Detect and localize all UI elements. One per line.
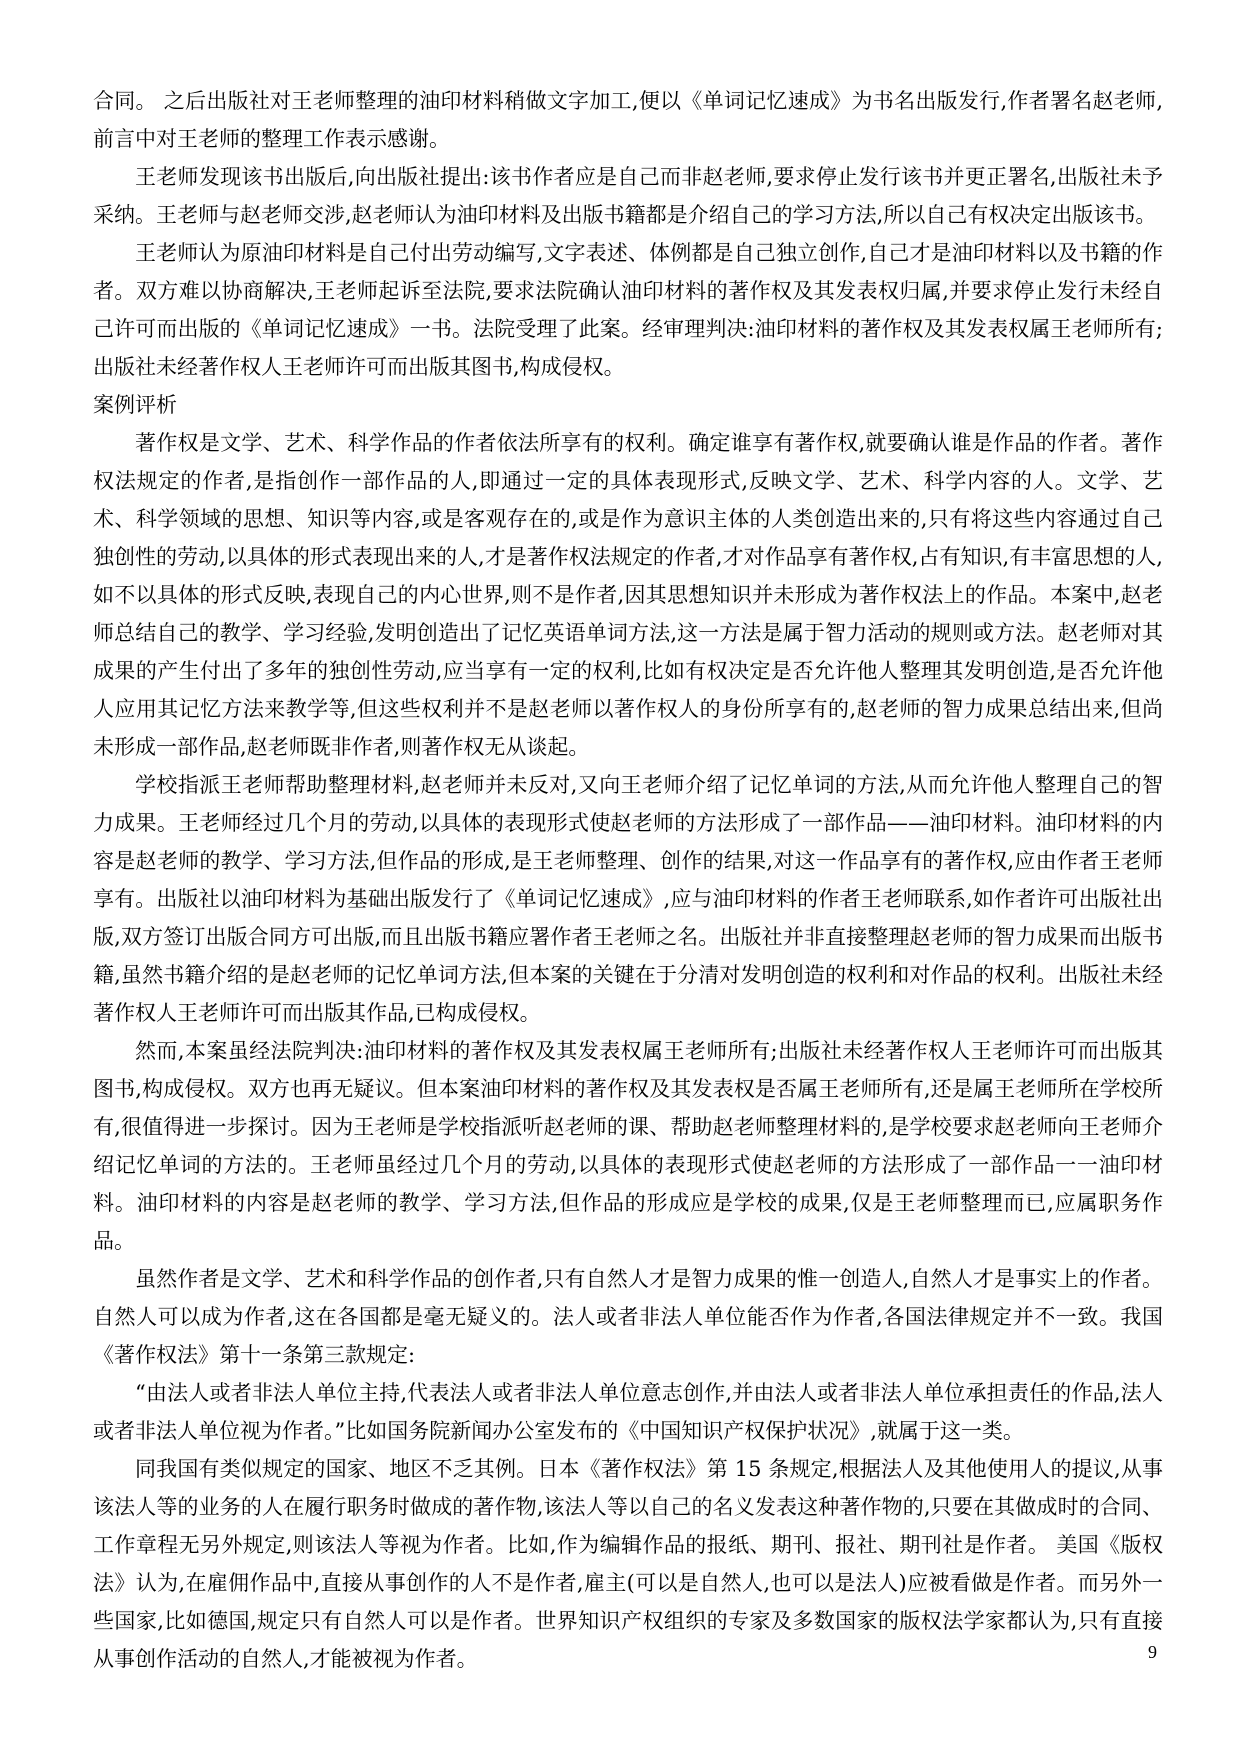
paragraph-wang-request: 王老师发现该书出版后,向出版社提出:该书作者应是自己而非赵老师,要求停止发行该书并更正署名,出版社未予采纳。王老师与赵老师交涉,赵老师认为油印材料及出版书籍都是介绍自己的学习方法,所以自己有权决定出版该书。 bbox=[93, 165, 1163, 227]
page-number: 9 bbox=[1148, 1642, 1157, 1662]
paragraph-further-discussion: 然而,本案虽经法院判决:油印材料的著作权及其发表权属王老师所有;出版社未经著作权人王老师许可而出版其图书,构成侵权。双方也再无疑议。但本案油印材料的著作权及其发表权是否属王老师所有,还是属王老师所在学校所有,很值得进一步探讨。因为王老师是学校指派听赵老师的课、帮助赵老师整理材料的,是学校要求赵老师向王老师介绍记忆单词的方法的。王老师虽经过几个月的劳动,以具体的表现形式使赵老师的方法形成了一部作品一一油印材料。油印材料的内容是赵老师的教学、学习方法,但作品的形成应是学校的成果,仅是王老师整理而已,应属职务作品。 bbox=[93, 1039, 1163, 1253]
paragraph-law-quote: “由法人或者非法人单位主持,代表法人或者非法人单位意志创作,并由法人或者非法人单位承担责任的作品,法人或者非法人单位视为作者。”比如国务院新闻办公室发布的《中国知识产权保护状况》,就属于这一类。 bbox=[93, 1381, 1163, 1443]
paragraph-publication: 合同。 之后出版社对王老师整理的油印材料稍做文字加工,便以《单词记忆速成》为书名出版发行,作者署名赵老师,前言中对王老师的整理工作表示感谢。 bbox=[93, 89, 1163, 151]
section-heading: 案例评析 bbox=[93, 393, 177, 417]
paragraph-school-assignment: 学校指派王老师帮助整理材料,赵老师并未反对,又向王老师介绍了记忆单词的方法,从而允许他人整理自己的智力成果。王老师经过几个月的劳动,以具体的表现形式使赵老师的方法形成了一部作品——油印材料。油印材料的内容是赵老师的教学、学习方法,但作品的形成,是王老师整理、创作的结果,对这一作品享有的著作权,应由作者王老师享有。出版社以油印材料为基础出版发行了《单词记忆速成》,应与油印材料的作者王老师联系,如作者许可出版社出版,双方签订出版合同方可出版,而且出版书籍应署作者王老师之名。出版社并非直接整理赵老师的智力成果而出版书籍,虽然书籍介绍的是赵老师的记忆单词方法,但本案的关键在于分清对发明创造的权利和对作品的权利。出版社未经著作权人王老师许可而出版其作品,已构成侵权。 bbox=[93, 773, 1163, 1025]
paragraph-court-ruling: 王老师认为原油印材料是自己付出劳动编写,文字表述、体例都是自己独立创作,自己才是油印材料以及书籍的作者。双方难以协商解决,王老师起诉至法院,要求法院确认油印材料的著作权及其发表权归属,并要求停止发行未经自己许可而出版的《单词记忆速成》一书。法院受理了此案。经审理判决:油印材料的著作权及其发表权属王老师所有;出版社未经著作权人王老师许可而出版其图书,构成侵权。 bbox=[93, 241, 1163, 379]
paragraph-author-definition: 虽然作者是文学、艺术和科学作品的创作者,只有自然人才是智力成果的惟一创造人,自然人才是事实上的作者。自然人可以成为作者,这在各国都是毫无疑义的。法人或者非法人单位能否作为作者,各国法律规定并不一致。我国《著作权法》第十一条第三款规定: bbox=[93, 1267, 1163, 1367]
paragraph-foreign-laws: 同我国有类似规定的国家、地区不乏其例。日本《著作权法》第 15 条规定,根据法人及其他使用人的提议,从事该法人等的业务的人在履行职务时做成的著作物,该法人等以自己的名义发表这种著作物的,只要在其做成时的合同、工作章程无另外规定,则该法人等视为作者。比如,作为编辑作品的报纸、期刊、报社、期刊社是作者。 美国《版权法》认为,在雇佣作品中,直接从事创作的人不是作者,雇主(可以是自然人,也可以是法人)应被看做是作者。而另外一些国家,比如德国,规定只有自然人可以是作者。世界知识产权组织的专家及多数国家的版权法学家都认为,只有直接从事创作活动的自然人,才能被视为作者。 bbox=[93, 1457, 1163, 1671]
paragraph-copyright-definition: 著作权是文学、艺术、科学作品的作者依法所享有的权利。确定谁享有著作权,就要确认谁是作品的作者。著作权法规定的作者,是指创作一部作品的人,即通过一定的具体表现形式,反映文学、艺术、科学内容的人。文学、艺术、科学领域的思想、知识等内容,或是客观存在的,或是作为意识主体的人类创造出来的,只有将这些内容通过自己独创性的劳动,以具体的形式表现出来的人,才是著作权法规定的作者,才对作品享有著作权,占有知识,有丰富思想的人,如不以具体的形式反映,表现自己的内心世界,则不是作者,因其思想知识并未形成为著作权法上的作品。本案中,赵老师总结自己的教学、学习经验,发明创造出了记忆英语单词方法,这一方法是属于智力活动的规则或方法。赵老师对其成果的产生付出了多年的独创性劳动,应当享有一定的权利,比如有权决定是否允许他人整理其发明创造,是否允许他人应用其记忆方法来教学等,但这些权利并不是赵老师以著作权人的身份所享有的,赵老师的智力成果总结出来,但尚未形成一部作品,赵老师既非作者,则著作权无从谈起。 bbox=[93, 431, 1163, 759]
document-body bbox=[93, 82, 1163, 1678]
